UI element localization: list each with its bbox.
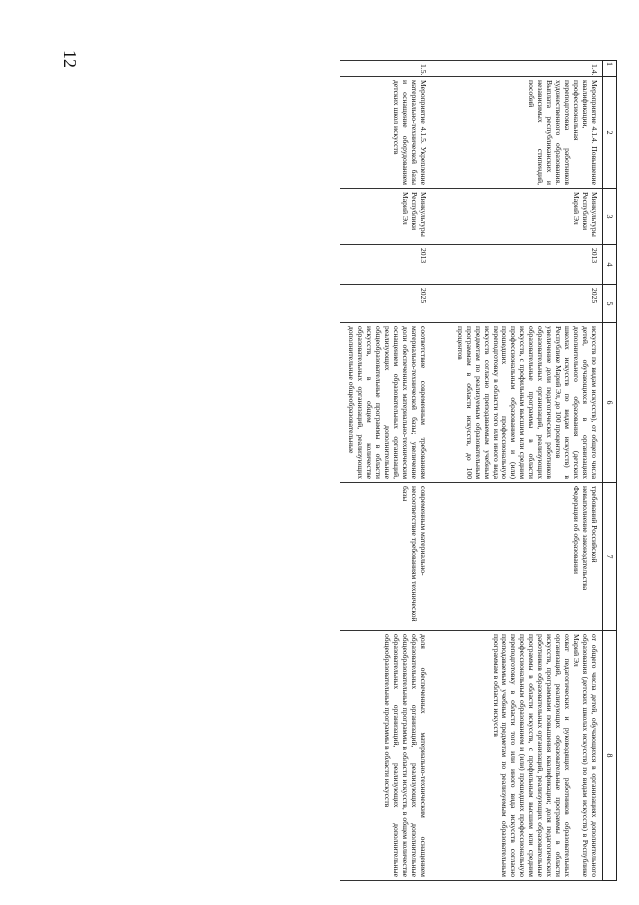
row-number: 1.4. <box>449 61 603 77</box>
page-number: 12 <box>60 50 80 68</box>
column-header-1: 1 <box>603 61 617 77</box>
column-header-7: 7 <box>603 483 617 631</box>
table-row <box>340 61 449 881</box>
table-row <box>449 61 603 881</box>
event-cell: Мероприятие 4.1.5. Укрепление материально-технической базы и оснащение оборудованием детских школ искусств <box>340 77 449 189</box>
column-numbers-row <box>603 61 617 881</box>
expected-result-continuation: искусств по видам искусств), от общего числа детей, обучающихся в организациях дополнительного образования (детских школах искусств по видам искусств) в Республике Марий Эл, до 100 процентов <box>554 326 599 479</box>
indicator-cell <box>340 631 449 881</box>
consequence-text: невыполнение законодательства Федерации об образовании <box>572 486 591 591</box>
start-year-cell: 2013 <box>340 245 449 285</box>
end-year-cell: 2025 <box>449 285 603 323</box>
indicator-text: доля обеспеченных материально-техническим оснащением образовательных организаций, реализующих дополнительные общеобразовательные программы в области искусств, в общем количестве образовательных организаций, реализующих дополнительные общеобразовательные программы в области искусств <box>382 634 428 877</box>
consequence-cell <box>449 483 603 631</box>
column-header-8: 8 <box>603 631 617 881</box>
table-sheet <box>117 60 617 880</box>
column-header-6: 6 <box>603 323 617 483</box>
row-number: 1.5. <box>340 61 449 77</box>
column-header-4: 4 <box>603 245 617 285</box>
column-header-3: 3 <box>603 189 617 245</box>
expected-result-cell <box>340 323 449 483</box>
expected-result-text: увеличение доли педагогических работников образовательных организаций, реализующих образовательные программы в области искусств, с профильным высшим или средним профессиональным образованием и (или) прошедших профессиональную переподготовку в области того или иного вида искусств согласно преподаваемым учебным предметам по реализуемым образовательным программам в области искусств, до 100 процентов <box>455 326 555 479</box>
column-header-2: 2 <box>603 77 617 189</box>
indicator-continuation: от общего числа детей, обучающихся в организациях дополнительного образования (детских школах искусств) по видам искусств) в Республике Марий Эл <box>572 634 599 877</box>
column-header-5: 5 <box>603 285 617 323</box>
event-cell: Мероприятие 4.1.4. Повышение квалификации, профессиональная переподготовка работников художественного образования. Выплата республиканских и независимых стипендий, пособий <box>449 77 603 189</box>
consequence-right-text: требований Российской <box>590 486 599 563</box>
consequence-text: несоответствие требованиям технической базы <box>400 486 419 622</box>
expected-result-text: соответствие современным требованиям материально-технической базы; увеличение доли обеспеченных материально-техническим оснащением образовательных организаций, реализующих дополнительные общеобразовательные программы в области искусств, в общем количестве образовательных организаций, реализующих дополнительные общеобразовательные <box>347 326 428 479</box>
start-year-cell: 2013 <box>449 245 603 285</box>
indicator-cell <box>449 631 603 881</box>
indicator-text: охват педагогических и руководящих работников образовательных организаций, реализующих образовательные программы в области искусств, программами повышения квалификации; доля педагогических работников образовательных организаций, реализующих образовательные программы в области искусств, с профильным высшим или средним профессиональным образованием и (или) прошедших профессиональную переподготовку в области того или иного вида искусств согласно преподаваемым учебным предметам по реализуемым образовательным программам в области искусств <box>491 634 573 877</box>
executor-cell: Минкультуры Республики Марий Эл <box>449 189 603 245</box>
consequence-cell <box>340 483 449 631</box>
executor-cell: Минкультуры Республики Марий Эл <box>340 189 449 245</box>
end-year-cell: 2025 <box>340 285 449 323</box>
consequence-right-text: современным материально- <box>418 486 428 576</box>
expected-result-cell <box>449 323 603 483</box>
program-table <box>340 60 617 881</box>
